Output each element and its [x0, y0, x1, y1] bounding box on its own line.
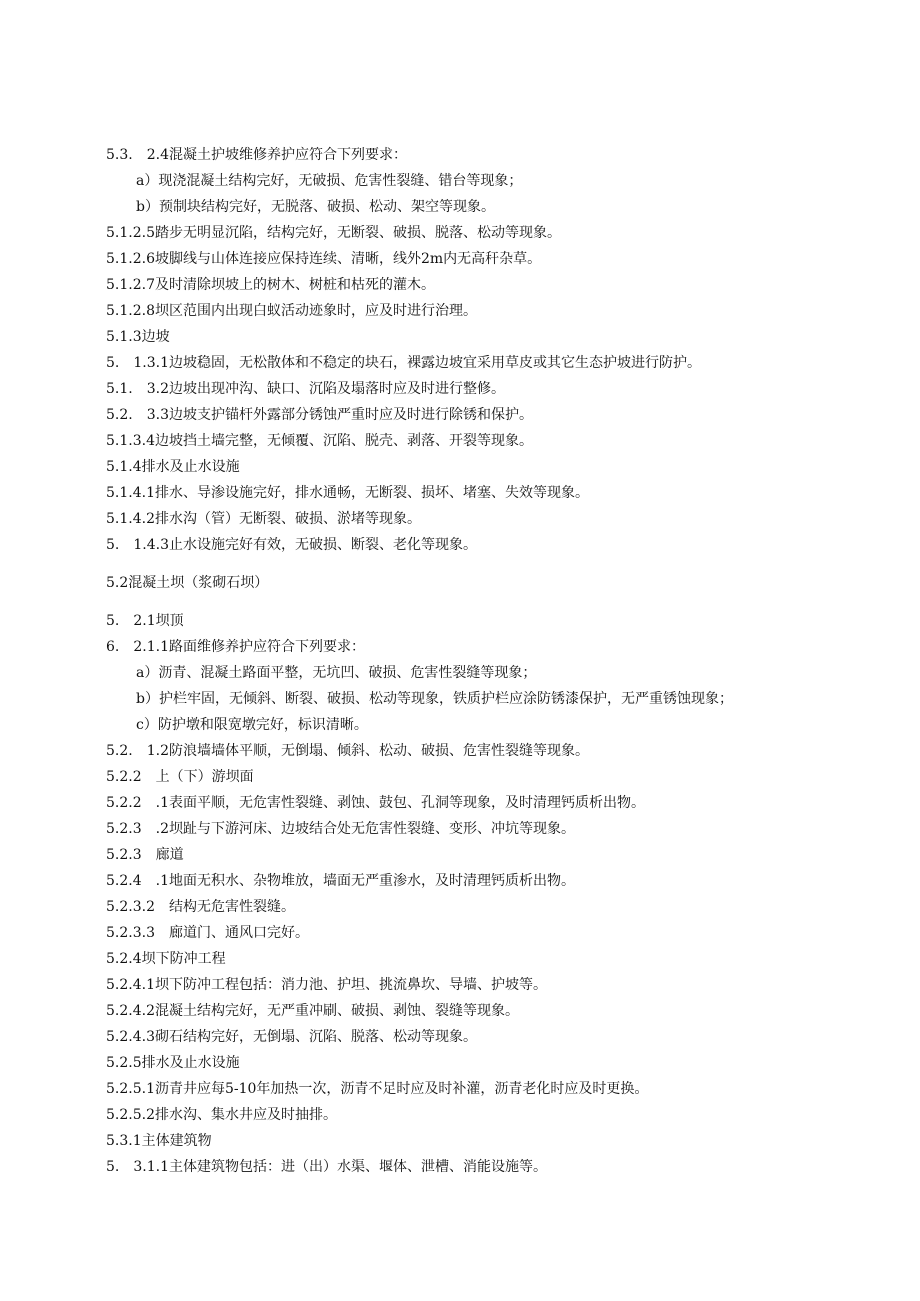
- clause-5-1-4-3: 5. 1.4.3止水设施完好有效，无破损、断裂、老化等现象。: [106, 537, 477, 553]
- clause-6-2-1-1: 6. 2.1.1路面维修养护应符合下列要求：: [106, 639, 365, 655]
- clause-5-2-1-2: 5.2. 1.2防浪墙墙体平顺，无倒塌、倾斜、松动、破损、危害性裂缝等现象。: [106, 743, 589, 759]
- section-heading-5-2-1: 5. 2.1坝顶: [106, 613, 184, 629]
- list-item-b: b）护栏牢固，无倾斜、断裂、破损、松动等现象，铁质护栏应涂防锈漆保护，无严重锈蚀现象；: [136, 691, 733, 707]
- clause-5-2-4-2: 5.2.4.2混凝土结构完好，无严重冲刷、破损、剥蚀、裂缝等现象。: [106, 1003, 519, 1019]
- clause-5-2-4-1-a: 5.2.4 .1地面无积水、杂物堆放，墙面无严重渗水，及时清理钙质析出物。: [106, 873, 575, 889]
- document-body: [106, 142, 896, 1180]
- clause-5-1-3-4: 5.1.3.4边坡挡土墙完整，无倾覆、沉陷、脱壳、剥落、开裂等现象。: [106, 433, 533, 449]
- clause-5-1-2-8: 5.1.2.8坝区范围内出现白蚁活动迹象时，应及时进行治理。: [106, 303, 477, 319]
- clause-5-3-1-1: 5. 3.1.1主体建筑物包括：进（出）水渠、堰体、泄槽、消能设施等。: [106, 1159, 547, 1175]
- clause-5-2-4-3: 5.2.4.3砌石结构完好，无倒塌、沉陷、脱落、松动等现象。: [106, 1029, 477, 1045]
- clause-5-3-2-4: 5.3. 2.4混凝土护坡维修养护应符合下列要求：: [106, 147, 407, 163]
- clause-5-2-3-2-a: 5.2.3 .2坝趾与下游河床、边坡结合处无危害性裂缝、变形、冲坑等现象。: [106, 821, 575, 837]
- clause-5-1-4-1: 5.1.4.1排水、导渗设施完好，排水通畅，无断裂、损坏、堵塞、失效等现象。: [106, 485, 589, 501]
- clause-5-1-3-2: 5.1. 3.2边坡出现冲沟、缺口、沉陷及塌落时应及时进行整修。: [106, 381, 505, 397]
- section-heading-5-2-4: 5.2.4坝下防冲工程: [106, 951, 226, 967]
- list-item-c: c）防护墩和限宽墩完好，标识清晰。: [136, 717, 368, 733]
- clause-5-2-2-1: 5.2.2 .1表面平顺，无危害性裂缝、剥蚀、鼓包、孔洞等现象，及时清理钙质析出物。: [106, 795, 645, 811]
- list-item-a: a）沥青、混凝土路面平整，无坑凹、破损、危害性裂缝等现象；: [136, 665, 537, 681]
- clause-5-1-2-7: 5.1.2.7及时清除坝坡上的树木、树桩和枯死的灌木。: [106, 277, 435, 293]
- list-item-b: b）预制块结构完好，无脱落、破损、松动、架空等现象。: [136, 199, 495, 215]
- section-heading-5-2: 5.2混凝土坝（浆砌石坝）: [106, 575, 269, 591]
- clause-5-1-3-1: 5. 1.3.1边坡稳固，无松散体和不稳定的块石，裸露边坡宜采用草皮或其它生态护坡进行防护。: [106, 355, 701, 371]
- section-heading-5-2-3: 5.2.3 廊道: [106, 847, 184, 863]
- section-heading-5-2-2: 5.2.2 上（下）游坝面: [106, 769, 254, 785]
- section-heading-5-2-5: 5.2.5排水及止水设施: [106, 1055, 240, 1071]
- clause-5-2-5-2: 5.2.5.2排水沟、集水井应及时抽排。: [106, 1107, 337, 1123]
- clause-5-2-3-3: 5.2.3.3 廊道门、通风口完好。: [106, 925, 309, 941]
- section-heading-5-1-4: 5.1.4排水及止水设施: [106, 459, 240, 475]
- clause-5-1-2-6: 5.1.2.6坡脚线与山体连接应保持连续、清晰，线外2m内无高秆杂草。: [106, 251, 542, 267]
- section-heading-5-1-3: 5.1.3边坡: [106, 329, 170, 345]
- clause-5-2-3-3: 5.2. 3.3边坡支护锚杆外露部分锈蚀严重时应及时进行除锈和保护。: [106, 407, 533, 423]
- clause-5-2-4-1: 5.2.4.1坝下防冲工程包括：消力池、护坦、挑流鼻坎、导墙、护坡等。: [106, 977, 547, 993]
- clause-5-2-5-1: 5.2.5.1沥青井应每5-10年加热一次，沥青不足时应及时补灌，沥青老化时应及时更换。: [106, 1081, 649, 1097]
- clause-5-2-3-2: 5.2.3.2 结构无危害性裂缝。: [106, 899, 295, 915]
- section-heading-5-3-1: 5.3.1主体建筑物: [106, 1133, 212, 1149]
- clause-5-1-4-2: 5.1.4.2排水沟（管）无断裂、破损、淤堵等现象。: [106, 511, 421, 527]
- clause-5-1-2-5: 5.1.2.5踏步无明显沉陷，结构完好，无断裂、破损、脱落、松动等现象。: [106, 225, 561, 241]
- list-item-a: a）现浇混凝土结构完好，无破损、危害性裂缝、错台等现象；: [136, 173, 523, 189]
